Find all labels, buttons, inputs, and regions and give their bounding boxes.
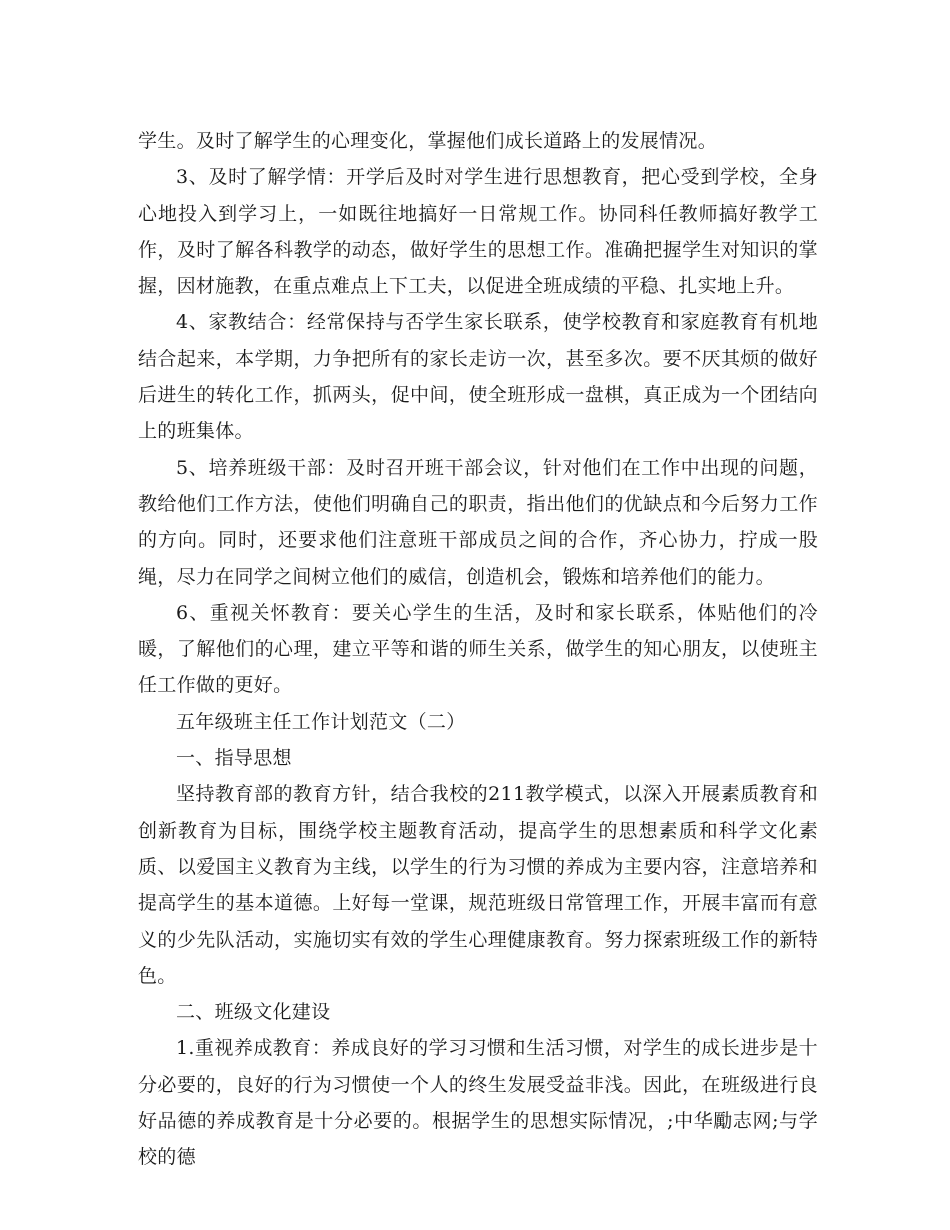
paragraph-3: 4、家教结合：经常保持与否学生家长联系，使学校教育和家庭教育有机地结合起来，本学期，力争把所有的家长走访一次，甚至多次。要不厌其烦的做好后进生的转化工作，抓两头，促中间，使全班形成一盘棋，真正成为一个团结向上的班集体。 (138, 311, 818, 443)
document-body (138, 123, 818, 1176)
heading-guiding-ideology: 一、指导思想 (176, 747, 292, 770)
paragraph-1: 学生。及时了解学生的心理变化，掌握他们成长道路上的发展情况。 (138, 130, 718, 152)
paragraph-5: 6、重视关怀教育：要关心学生的生活，及时和家长联系，体贴他们的冷暖，了解他们的心理，建立平等和谐的师生关系，做学生的知心朋友，以使班主任工作做的更好。 (138, 601, 818, 697)
paragraph-6: 坚持教育部的教育方针，结合我校的211教学模式，以深入开展素质教育和创新教育为目标，围绕学校主题教育活动，提高学生的思想素质和科学文化素质、以爱国主义教育为主线，以学生的行为习惯的养成为主要内容，注意培养和提高学生的基本道德。上好每一堂课，规范班级日常管理工作，开展丰富而有意义的少先队活动，实施切实有效的学生心理健康教育。努力探索班级工作的新特色。 (138, 783, 818, 987)
paragraph-2: 3、及时了解学情：开学后及时对学生进行思想教育，把心受到学校，全身心地投入到学习上，一如既往地搞好一日常规工作。协同科任教师搞好教学工作，及时了解各科教学的动态，做好学生的思想工作。准确把握学生对知识的掌握，因材施教，在重点难点上下工夫，以促进全班成绩的平稳、扎实地上升。 (138, 166, 818, 298)
section-title: 五年级班主任工作计划范文（二） (176, 710, 466, 733)
paragraph-4: 5、培养班级干部：及时召开班干部会议，针对他们在工作中出现的问题，教给他们工作方法，使他们明确自己的职责，指出他们的优缺点和今后努力工作的方向。同时，还要求他们注意班干部成员之间的合作，齐心协力，拧成一股绳，尽力在同学之间树立他们的威信，创造机会，锻炼和培养他们的能力。 (138, 456, 818, 588)
paragraph-7: 1.重视养成教育：养成良好的学习习惯和生活习惯，对学生的成长进步是十分必要的，良好的行为习惯使一个人的终生发展受益非浅。因此，在班级进行良好品德的养成教育是十分必要的。根据学生的思想实际情况，;中华勵志网;与学校的德 (138, 1037, 818, 1169)
heading-class-culture: 二、班级文化建设 (176, 1001, 331, 1024)
